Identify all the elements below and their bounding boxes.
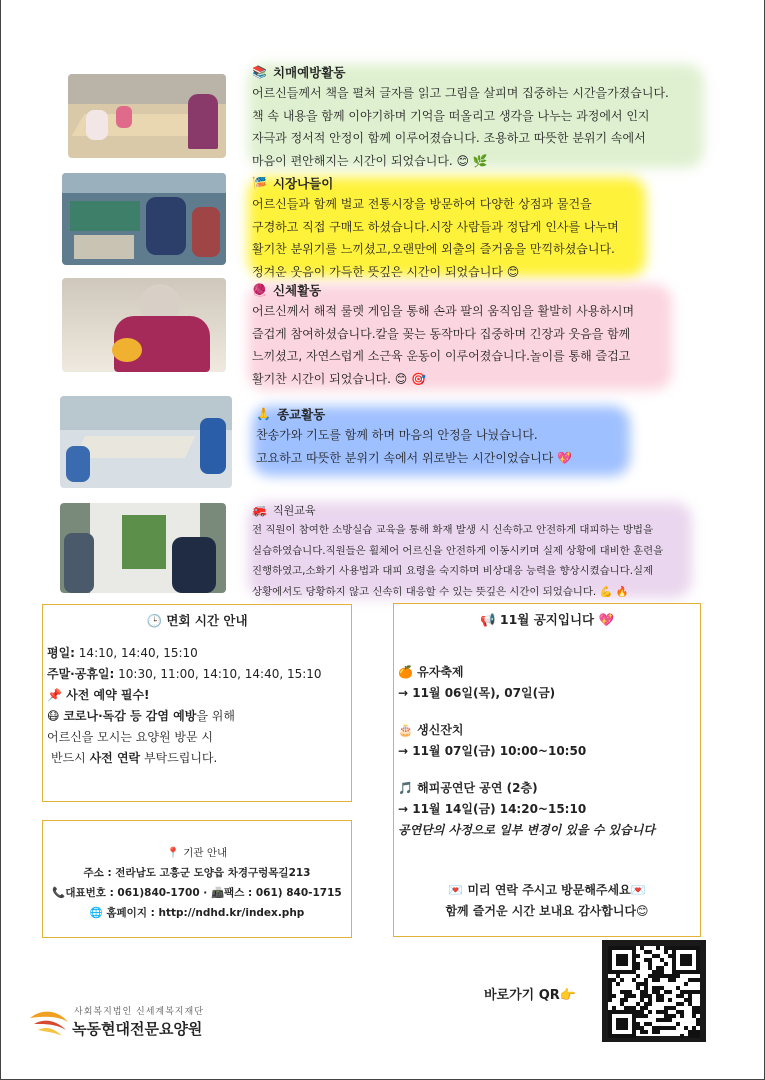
activity-description: [252, 520, 692, 602]
text-line: 어르신들과 함께 벌교 전통시장을 방문하여 다양한 상점과 물건을: [252, 197, 592, 211]
text-line: 책 속 내용을 함께 이야기하며 기억을 떠올리고 생각을 나누는 과정에서 인지: [252, 108, 650, 123]
qr-module: [620, 978, 624, 982]
qr-module: [624, 1026, 628, 1030]
logo-name: 녹동현대전문요양원: [72, 1020, 203, 1038]
weekend-label: 주말·공휴일:: [47, 667, 115, 681]
qr-module: [632, 1034, 636, 1038]
qr-module: [644, 1014, 648, 1018]
qr-module: [668, 1018, 672, 1022]
closing-text: 미리 연락 주시고 방문해주세요: [467, 883, 631, 897]
qr-module: [696, 990, 700, 994]
qr-module: [680, 1002, 684, 1006]
activity-description: [252, 193, 650, 283]
weekday-hours: [47, 643, 347, 664]
praying-hands-icon: 🙏: [256, 407, 271, 421]
closing-line-1: [394, 880, 700, 901]
reservation-text: 사전 예약 필수!: [66, 688, 150, 702]
text-line: 마음이 편안해지는 시간이 되었습니다. 😊 🌿: [252, 153, 488, 168]
event-date: → 11월 14일(금) 14:20~15:10: [398, 802, 587, 816]
activity-description: [252, 300, 676, 390]
qr-module: [616, 982, 620, 986]
activity-photo-dementia: [68, 74, 226, 158]
activity-title: 시장나들이: [272, 176, 334, 191]
text-line: 느끼셨고, 자연스럽게 소근육 운동이 이루어졌습니다.놀이를 통해 즐겁고: [252, 349, 631, 363]
text-line: 전 직원이 참여한 소방실습 교육을 통해 화재 발생 시 신속하고 안전하게 대피하는 방법을: [252, 524, 653, 536]
fax-text: 팩스 : 061) 840-1715: [224, 887, 342, 899]
event-name: [398, 778, 696, 799]
fire-truck-icon: 🚒: [252, 503, 267, 517]
text-line: 상황에서도 당황하지 않고 신속히 대응할 수 있는 뜻깊은 시간이 되었습니다. 💪 🔥: [252, 585, 629, 598]
logo-mark: [28, 1004, 70, 1040]
text-line: 활기찬 분위기를 느끼셨고,오랜만에 외출의 즐거움을 만끽하셨습니다.: [252, 242, 615, 256]
qr-module: [672, 1014, 676, 1018]
qr-module: [696, 978, 700, 982]
institution-title-text: 기관 안내: [183, 847, 228, 859]
qr-module: [648, 1010, 652, 1014]
infection-prevention: [47, 706, 347, 727]
logo-subtitle: 사회복지법인 신세계복지재단: [74, 1007, 204, 1017]
text-line: 어르신들께서 책을 펼쳐 글자를 읽고 그림을 살피며 집중하는 시간을가졌습니다.: [252, 86, 669, 100]
activity-description: [256, 424, 632, 469]
qr-module: [696, 1010, 700, 1014]
citron-icon: 🍊: [398, 665, 413, 679]
qr-module: [636, 974, 640, 978]
qr-module: [636, 966, 640, 970]
qr-module: [680, 1014, 684, 1018]
clock-icon: 🕒: [146, 613, 163, 628]
yarn-icon: 🧶: [252, 283, 267, 297]
event-name-text: 유자축제: [417, 665, 464, 679]
phone-text: 대표번호 : 061)840-1700: [65, 887, 200, 899]
phone-icon: 📞: [52, 887, 66, 899]
qr-module: [672, 1026, 676, 1030]
activity-market-outing: [246, 173, 656, 283]
qr-module: [696, 1034, 700, 1038]
activity-title: 종교활동: [276, 407, 326, 422]
infection-rest: 을 위해: [196, 709, 235, 723]
homepage-text[interactable]: 홈페이지 : http://ndhd.kr/index.php: [106, 907, 305, 919]
text-line: 찬송가와 기도를 함께 하며 마음의 안정을 나눴습니다.: [256, 428, 538, 442]
qr-module: [664, 962, 668, 966]
qr-module: [632, 994, 636, 998]
qr-module: [624, 998, 628, 1002]
text-line: 자극과 정서적 안정이 함께 이루어졌습니다. 조용하고 따뜻한 분위기 속에서: [252, 131, 646, 145]
qr-module: [668, 990, 672, 994]
event-name-text: 해피공연단 공연 (2층): [417, 781, 538, 795]
institution-title: [43, 843, 351, 863]
fax-icon: 📠: [210, 887, 225, 899]
heart-icon: 💌: [630, 883, 646, 897]
heart-icon: 💌: [448, 883, 464, 897]
mask-face-icon: 😷: [47, 709, 60, 723]
qr-module: [684, 982, 688, 986]
qr-module: [636, 954, 640, 958]
activity-photo-staff-training: [60, 503, 226, 593]
qr-module: [680, 1034, 684, 1038]
event-date: → 11월 06일(목), 07일(금): [398, 686, 556, 700]
pushpin-icon: 📌: [47, 688, 62, 702]
qr-module: [688, 962, 692, 966]
qr-module: [648, 1002, 652, 1006]
weekday-label: 평일:: [47, 646, 75, 660]
qr-label: 바로가기 QR👉: [484, 988, 577, 1003]
qr-code-pattern: [608, 946, 700, 1036]
qr-module: [696, 970, 700, 974]
music-note-icon: 🎵: [398, 781, 413, 795]
activity-physical: [246, 280, 682, 390]
weekend-hours: [47, 664, 347, 685]
change-note: 공연단의 사정으로 일부 변경이 있을 수 있습니다: [398, 823, 655, 837]
activity-description: [252, 82, 706, 172]
event-date: → 11월 07일(금) 10:00~10:50: [398, 744, 587, 758]
qr-module: [696, 1022, 700, 1026]
reservation-required: [47, 685, 347, 706]
event-name: [398, 662, 696, 683]
separator: ·: [199, 887, 211, 899]
qr-module: [660, 998, 664, 1002]
note-pre: 반드시: [51, 751, 90, 765]
qr-module: [668, 998, 672, 1002]
text-line: 진행하였고,소화기 사용법과 대피 요령을 숙지하며 비상대응 능력을 향상시켰습니다.실제: [252, 565, 654, 577]
activity-dementia-prevention: [246, 62, 712, 172]
homepage[interactable]: [43, 903, 351, 923]
cake-icon: 🎂: [398, 723, 413, 737]
qr-module: [676, 1022, 680, 1026]
activity-photo-physical: [62, 278, 226, 372]
activity-title: 신체활동: [272, 283, 322, 298]
activity-photo-religion: [60, 396, 232, 488]
event-name-text: 생신잔치: [417, 723, 464, 737]
logo: [28, 1002, 248, 1042]
qr-module: [676, 974, 680, 978]
qr-module: [608, 998, 612, 1002]
text-line: 활기찬 시간이 되었습니다. 😊 🎯: [252, 371, 427, 386]
text-line: 실습하였습니다.직원들은 휠체어 어르신을 안전하게 이동시키며 실제 상황에 대비한 훈련을: [252, 544, 664, 557]
event-name: [398, 720, 696, 741]
activity-title: 직원교육: [272, 504, 316, 517]
weekend-times: 10:30, 11:00, 14:10, 14:40, 15:10: [114, 667, 322, 681]
text-line: 어르신께서 해적 룰렛 게임을 통해 손과 팔의 움직임을 활발히 사용하시며: [252, 304, 635, 318]
visit-hours-box: [42, 604, 352, 802]
qr-module: [672, 978, 676, 982]
address: 주소 : 전라남도 고흥군 도양읍 차경구렁목길213: [83, 867, 311, 879]
weekday-times: 14:10, 14:40, 15:10: [74, 646, 198, 660]
text-line: 즐겁게 참여하셨습니다.칼을 꽂는 동작마다 집중하며 긴장과 웃음을 함께: [252, 326, 631, 341]
globe-icon: 🌐: [89, 907, 103, 919]
november-notice-box: [393, 603, 701, 937]
books-icon: 📚: [252, 65, 267, 79]
qr-module: [656, 1030, 660, 1034]
note-post: 부탁드립니다.: [140, 751, 218, 765]
institution-info-box: [42, 820, 352, 938]
contact-line: [43, 883, 351, 903]
visit-hours-title: 면회 시간 안내: [166, 613, 248, 628]
qr-module: [644, 1030, 648, 1034]
visit-note-line: 어르신을 모시는 요양원 방문 시: [47, 730, 213, 744]
text-line: 고요하고 따뜻한 분위기 속에서 위로받는 시간이었습니다 💖: [256, 450, 573, 465]
qr-module: [656, 978, 660, 982]
qr-module: [624, 962, 628, 966]
activity-title: 치매예방활동: [272, 65, 346, 80]
activity-religion: [250, 404, 638, 469]
text-line: 구경하고 직접 구매도 하셨습니다.시장 사람들과 정답게 인사를 나누며: [252, 219, 619, 234]
activity-photo-market: [62, 173, 226, 265]
visit-note-line: [47, 748, 347, 769]
megaphone-icon: 📢: [479, 612, 496, 627]
location-pin-icon: 📍: [166, 847, 180, 859]
qr-code[interactable]: [602, 940, 706, 1042]
activity-staff-training: [246, 500, 698, 602]
notice-title: 11월 공지입니다 💖: [499, 612, 615, 627]
closing-line-2: 함께 즐거운 시간 보내요 감사합니다😊: [445, 904, 649, 918]
qr-module: [612, 994, 616, 998]
text-line: 정겨운 웃음이 가득한 뜻깊은 시간이 되었습니다 😊: [252, 264, 520, 279]
infection-bold: 코로나·독감 등 감염 예방: [63, 709, 197, 723]
flags-icon: 🎏: [252, 176, 267, 190]
note-bold: 사전 연락: [89, 751, 141, 765]
qr-module: [656, 946, 660, 950]
